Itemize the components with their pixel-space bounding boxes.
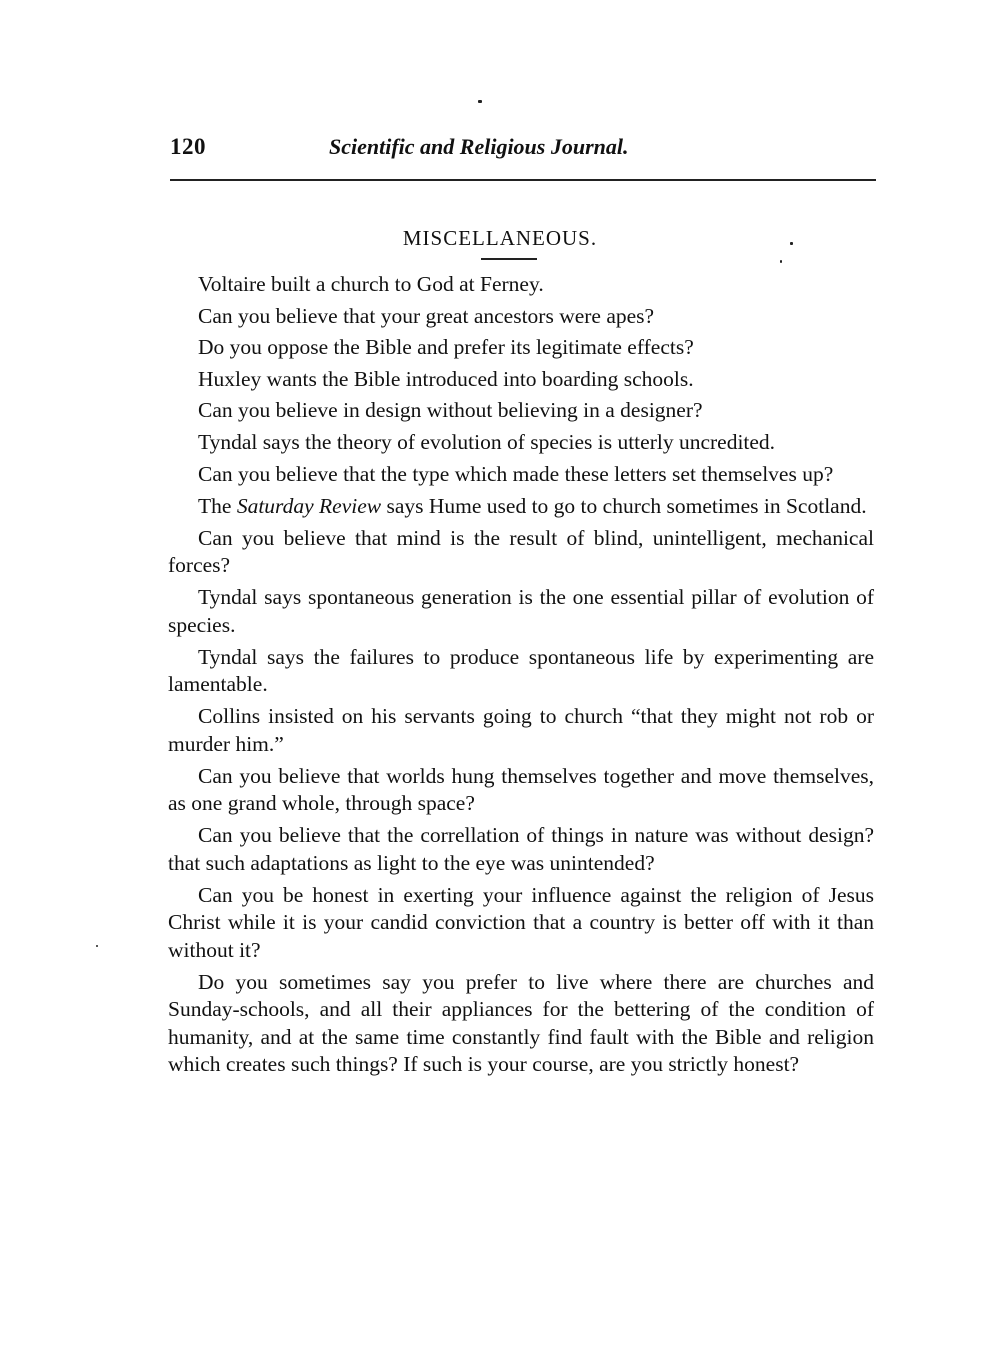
paragraph-text: The [198,493,237,518]
print-speck [478,100,482,103]
publication-title: Saturday Review [236,493,382,518]
section-rule [481,258,537,260]
paragraph: Can you be honest in exerting your influence against the religion of Jesus Christ while it is your candid conviction that a country is better off with it than without it? [168,882,874,962]
paragraph: Can you believe that worlds hung themselves together and move themselves, as one grand whole, through space? [168,763,874,815]
print-speck [96,945,98,947]
print-speck [780,260,782,263]
paragraph: Huxley wants the Bible introduced into boarding schools. [198,366,694,391]
paragraph: Tyndal says the failures to produce spontaneous life by experimenting are lamentable. [168,644,874,696]
section-title: MISCELLANEOUS. [402,226,598,250]
paragraph: Collins insisted on his servants going to church “that they might not rob or murder him.” [168,704,874,756]
paragraph: Voltaire built a church to God at Ferney. [198,272,544,296]
paragraph-text: says Hume used to go to church sometimes in Scotland. [381,493,867,518]
body-text [168,271,874,1083]
paragraph: Can you believe in design without believing in a designer? [198,398,703,422]
paragraph: Can you believe that the type which made these letters set themselves up? [198,461,834,486]
running-head [170,134,876,164]
header-rule [170,179,876,181]
paragraph: Tyndal says spontaneous generation is the one essential pillar of evolution of species. [168,585,874,637]
paragraph: Can you believe that the correllation of things in nature was without design? that such adaptations as light to the eye was unintended? [168,823,874,875]
paragraph: Can you believe that mind is the result of blind, unintelligent, mechanical forces? [168,525,874,577]
paragraph [168,493,874,521]
paragraph: Can you believe that your great ancestors were apes? [198,303,655,328]
paragraph: Tyndal says the theory of evolution of species is utterly uncredited. [198,429,776,454]
paragraph: Do you sometimes say you prefer to live where there are churches and Sunday-schools, and all their appliances for the bettering of the condition of humanity, and at the same time constantly find fault with the Bible and religion which creates such things? If such is your course, are you strictly honest? [168,969,874,1076]
running-title: Scientific and Religious Journal. [329,134,629,159]
page-number: 120 [170,134,206,159]
paragraph: Do you oppose the Bible and prefer its legitimate effects? [198,335,694,359]
